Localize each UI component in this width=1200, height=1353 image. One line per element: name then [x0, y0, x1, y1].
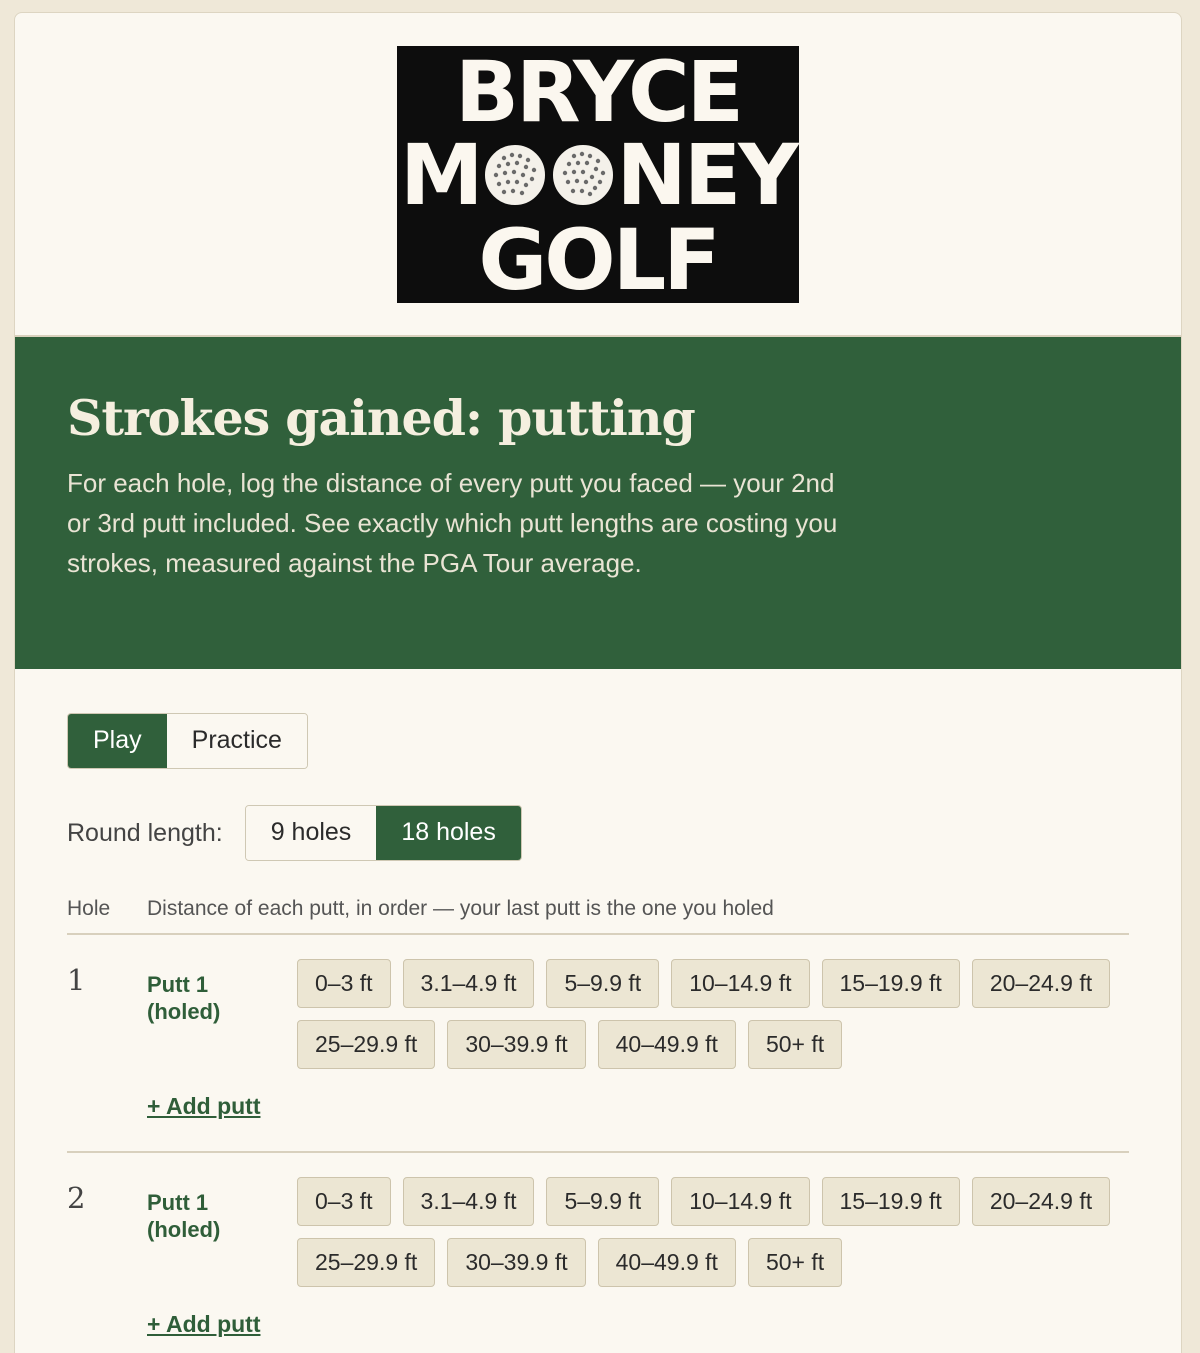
distance-option[interactable]: 40–49.9 ft — [598, 1238, 736, 1287]
table-header — [67, 897, 1129, 935]
distance-option[interactable]: 25–29.9 ft — [297, 1020, 435, 1069]
distance-option[interactable]: 3.1–4.9 ft — [403, 959, 535, 1008]
distance-option[interactable]: 30–39.9 ft — [447, 1238, 585, 1287]
putt-label-status: (holed) — [147, 999, 221, 1024]
round-length-toggle — [245, 805, 522, 861]
putt-label-number: Putt 1 — [147, 1190, 209, 1215]
logo-line-2-suffix: NEY — [616, 126, 797, 224]
header-distance: Distance of each putt, in order — your last putt is the one you holed — [147, 897, 774, 920]
putt-label — [147, 971, 220, 1025]
header-hole: Hole — [67, 897, 111, 920]
distance-option[interactable]: 40–49.9 ft — [598, 1020, 736, 1069]
distance-options — [297, 959, 1137, 1069]
distance-option[interactable]: 10–14.9 ft — [671, 959, 809, 1008]
hole-number: 2 — [67, 1181, 86, 1215]
round-length-row — [67, 805, 1129, 861]
distance-option[interactable]: 25–29.9 ft — [297, 1238, 435, 1287]
mode-practice-button[interactable]: Practice — [167, 714, 307, 768]
distance-option[interactable]: 50+ ft — [748, 1020, 842, 1069]
round-length-label: Round length: — [67, 818, 223, 847]
golf-ball-icon — [482, 142, 548, 208]
round-18-holes-button[interactable]: 18 holes — [376, 806, 521, 860]
logo-area — [15, 13, 1181, 337]
putt-label-number: Putt 1 — [147, 972, 209, 997]
distance-option[interactable]: 5–9.9 ft — [546, 1177, 659, 1226]
distance-option[interactable]: 0–3 ft — [297, 959, 391, 1008]
hole-row — [67, 935, 1129, 1153]
mode-toggle — [67, 713, 308, 769]
logo-line-3: GOLF — [478, 211, 718, 309]
distance-options — [297, 1177, 1137, 1287]
add-putt-link[interactable]: + Add putt — [147, 1093, 261, 1119]
distance-option[interactable]: 20–24.9 ft — [972, 959, 1110, 1008]
distance-option[interactable]: 5–9.9 ft — [546, 959, 659, 1008]
putt-label-status: (holed) — [147, 1217, 221, 1242]
logo-line-2-prefix: M — [399, 126, 481, 224]
distance-option[interactable]: 3.1–4.9 ft — [403, 1177, 535, 1226]
distance-option[interactable]: 0–3 ft — [297, 1177, 391, 1226]
distance-option[interactable]: 15–19.9 ft — [822, 1177, 960, 1226]
hole-row — [67, 1153, 1129, 1353]
distance-option[interactable]: 30–39.9 ft — [447, 1020, 585, 1069]
golf-ball-icon — [550, 142, 616, 208]
logo-line-2 — [397, 126, 799, 224]
distance-option[interactable]: 10–14.9 ft — [671, 1177, 809, 1226]
distance-option[interactable]: 15–19.9 ft — [822, 959, 960, 1008]
page-description: For each hole, log the distance of every putt you faced — your 2nd or 3rd putt included. See exactly which putt lengths are costing you strokes, measured against the PGA Tour average. — [67, 468, 838, 578]
logo-line-1: BRYCE — [455, 43, 741, 141]
page-card — [14, 12, 1182, 1353]
page-title: Strokes gained: putting — [67, 389, 695, 447]
add-putt-link[interactable]: + Add putt — [147, 1311, 261, 1337]
distance-option[interactable]: 50+ ft — [748, 1238, 842, 1287]
round-9-holes-button[interactable]: 9 holes — [246, 806, 377, 860]
mode-play-button[interactable]: Play — [68, 714, 167, 768]
main-content — [15, 669, 1181, 1353]
putt-label — [147, 1189, 220, 1243]
brand-logo — [397, 43, 799, 309]
hole-number: 1 — [67, 963, 86, 997]
hero-banner — [15, 337, 1181, 669]
distance-option[interactable]: 20–24.9 ft — [972, 1177, 1110, 1226]
